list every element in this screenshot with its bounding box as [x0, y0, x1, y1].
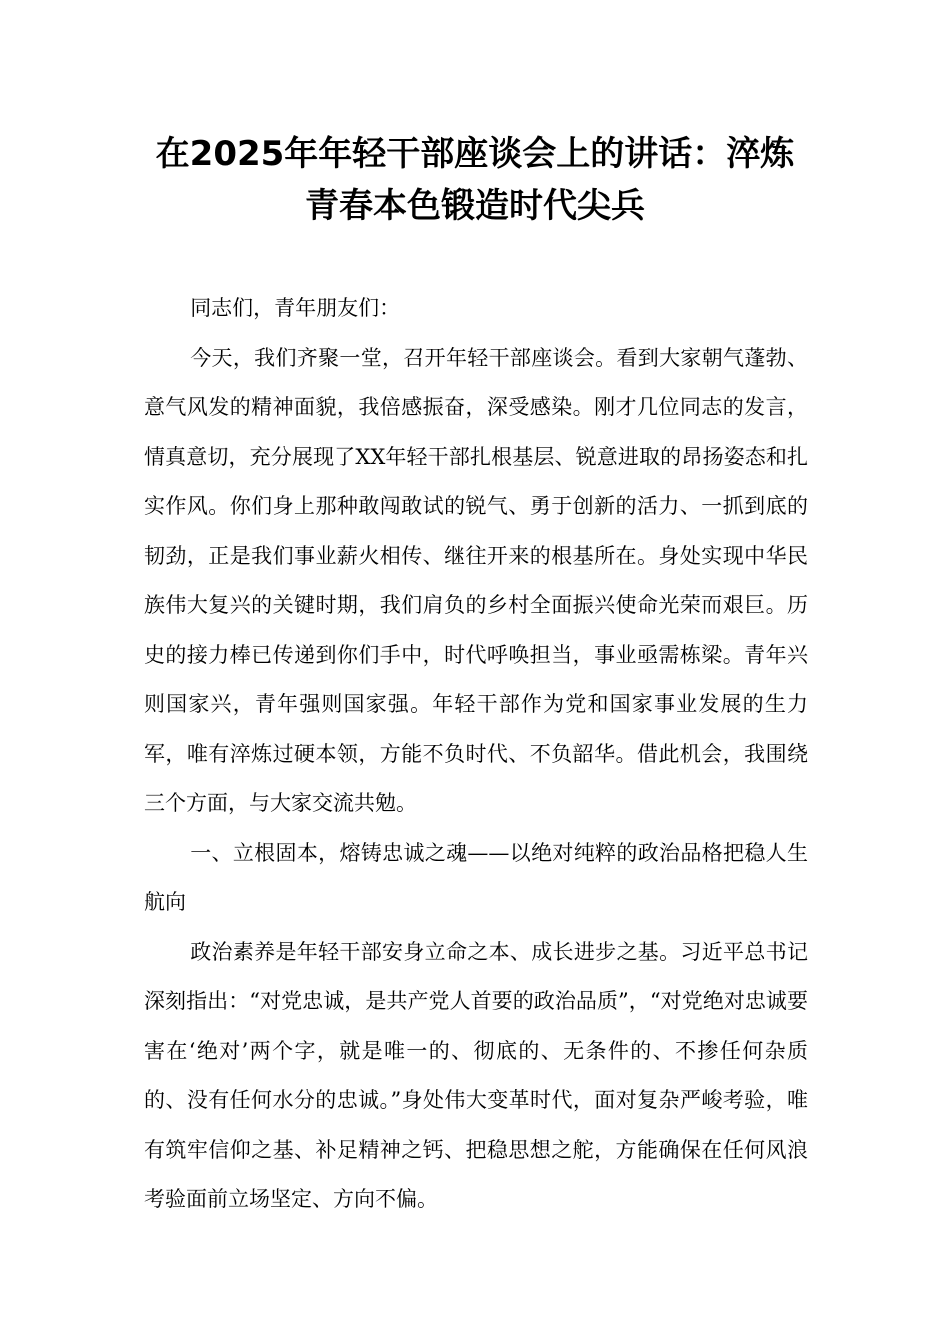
document-body	[144, 284, 808, 1225]
paragraph-opening: 今天，我们齐聚一堂，召开年轻干部座谈会。看到大家朝气蓬勃、意气风发的精神面貌，我倍感振奋，深受感染。刚才几位同志的发言，情真意切，充分展现了XX年轻干部扎根基层、锐意进取的昂扬姿态和扎实作风。你们身上那种敢闯敢试的锐气、勇于创新的活力、一抓到底的韧劲，正是我们事业薪火相传、继往开来的根基所在。身处实现中华民族伟大复兴的关键时期，我们肩负的乡村全面振兴使命光荣而艰巨。历史的接力棒已传递到你们手中，时代呼唤担当，事业亟需栋梁。青年兴则国家兴，青年强则国家强。年轻干部作为党和国家事业发展的生力军，唯有淬炼过硬本领，方能不负时代、不负韶华。借此机会，我围绕三个方面，与大家交流共勉。	[144, 345, 808, 815]
document-title	[100, 128, 850, 232]
section-heading-1: 一、立根固本，熔铸忠诚之魂——以绝对纯粹的政治品格把稳人生航向	[144, 840, 808, 914]
title-line-1: 在2025年年轻干部座谈会上的讲话：淬炼	[155, 134, 795, 174]
paragraph-political-quality: 政治素养是年轻干部安身立命之本、成长进步之基。习近平总书记深刻指出：“对党忠诚，是共产党人首要的政治品质”，“对党绝对忠诚要害在‘绝对’两个字，就是唯一的、彻底的、无条件的、不掺任何杂质的、没有任何水分的忠诚。”身处伟大变革时代，面对复杂严峻考验，唯有筑牢信仰之基、补足精神之钙、把稳思想之舵，方能确保在任何风浪考验面前立场坚定、方向不偏。	[144, 939, 808, 1211]
salutation: 同志们，青年朋友们：	[190, 296, 401, 320]
title-line-2: 青春本色锻造时代尖兵	[305, 186, 645, 226]
